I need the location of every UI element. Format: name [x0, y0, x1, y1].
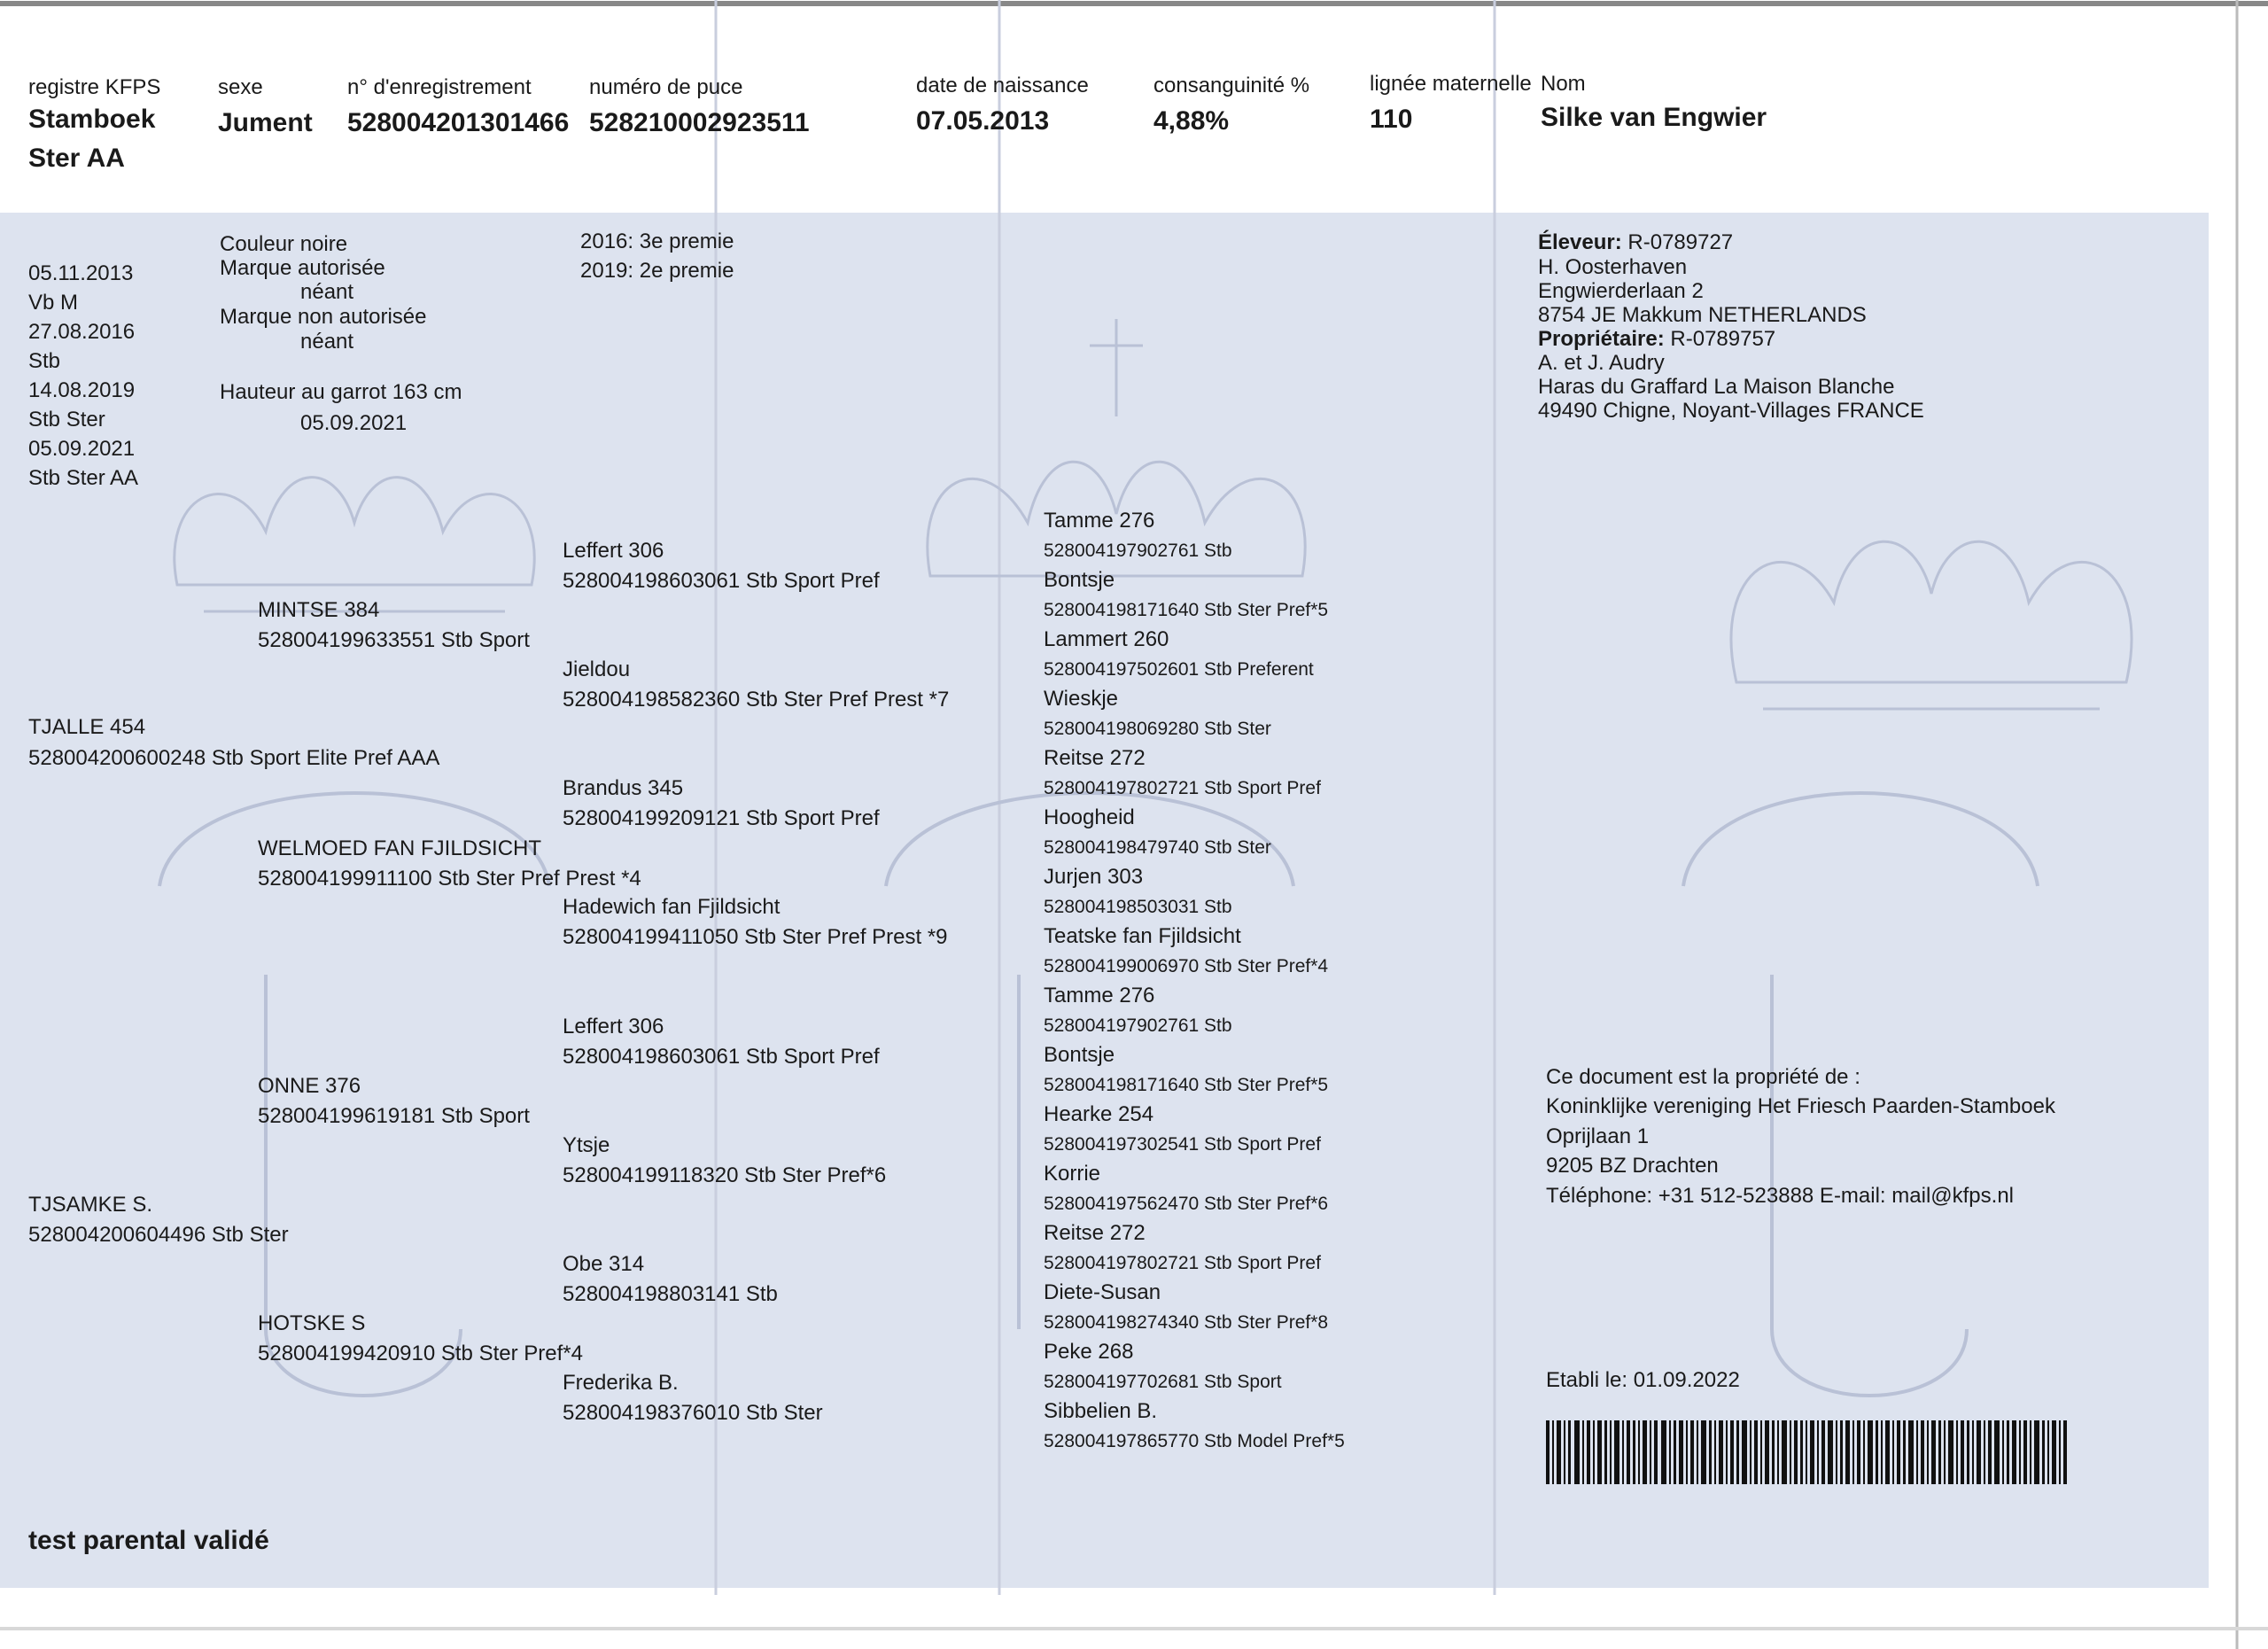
- gen4-name: Tamme 276: [1044, 984, 1155, 1007]
- gen4-reg: 528004198274340 Stb Ster Pref*8: [1044, 1312, 1329, 1333]
- naissance-label: date de naissance: [916, 74, 1089, 97]
- gen4-name: Reitse 272: [1044, 1221, 1146, 1245]
- puce-label: numéro de puce: [589, 75, 743, 99]
- owner-notice-line: Koninklijke vereniging Het Friesch Paarden-Stamboek: [1546, 1094, 2055, 1118]
- gen4-name: Wieskje: [1044, 687, 1119, 711]
- eleveur-name: H. Oosterhaven: [1538, 255, 1688, 279]
- gen4-reg: 528004197865770 Stb Model Pref*5: [1044, 1431, 1345, 1451]
- gen4-reg: 528004197902761 Stb: [1044, 541, 1232, 561]
- gen3-name: Leffert 306: [563, 539, 664, 563]
- history-item: Stb: [28, 349, 61, 373]
- eleveur-line: [1538, 231, 1733, 254]
- dam-reg: 528004200604496 Stb Ster: [28, 1223, 289, 1247]
- gen2-name: ONNE 376: [258, 1074, 361, 1098]
- nom-label: Nom: [1541, 72, 1586, 96]
- gen4-name: Hearke 254: [1044, 1102, 1154, 1126]
- couleur: Couleur noire: [220, 232, 348, 256]
- premie-item: 2019: 2e premie: [580, 259, 734, 283]
- marque-non-autorisee: Marque non autorisée: [220, 305, 427, 329]
- gen4-name: Tamme 276: [1044, 509, 1155, 533]
- gen4-reg: 528004198171640 Stb Ster Pref*5: [1044, 1075, 1329, 1095]
- gen3-reg: 528004198603061 Stb Sport Pref: [563, 569, 880, 593]
- horse-name: Silke van Engwier: [1541, 103, 1767, 132]
- proprietaire-id: R-0789757: [1670, 327, 1776, 351]
- gen3-reg: 528004199411050 Stb Ster Pref Prest *9: [563, 925, 948, 949]
- gen3-reg: 528004198803141 Stb: [563, 1282, 778, 1306]
- history-item: Stb Ster AA: [28, 466, 139, 490]
- gen4-name: Sibbelien B.: [1044, 1399, 1158, 1423]
- owner-notice-line: Téléphone: +31 512-523888 E-mail: mail@kfps.nl: [1546, 1184, 2014, 1208]
- gen4-reg: 528004197802721 Stb Sport Pref: [1044, 778, 1321, 798]
- history-item: 05.11.2013: [28, 261, 134, 285]
- consanguinite-value: 4,88%: [1153, 106, 1230, 136]
- marque-non-autorisee-value: néant: [300, 330, 354, 354]
- dam-name: TJSAMKE S.: [28, 1193, 153, 1217]
- marque-autorisee: Marque autorisée: [220, 256, 385, 280]
- gen3-name: Obe 314: [563, 1252, 645, 1276]
- etabli-date: Etabli le: 01.09.2022: [1546, 1368, 1740, 1392]
- history-item: Stb Ster: [28, 408, 105, 432]
- gen4-reg: 528004197902761 Stb: [1044, 1015, 1232, 1036]
- history-item: Vb M: [28, 291, 79, 315]
- owner-notice-line: Ce document est la propriété de :: [1546, 1065, 1860, 1089]
- parental-test-status: test parental validé: [28, 1526, 269, 1555]
- gen3-name: Jieldou: [563, 657, 631, 681]
- gen3-reg: 528004198603061 Stb Sport Pref: [563, 1045, 880, 1069]
- gen4-name: Bontsje: [1044, 568, 1115, 592]
- gen4-reg: 528004197302541 Stb Sport Pref: [1044, 1134, 1321, 1155]
- gen4-name: Korrie: [1044, 1162, 1101, 1186]
- gen4-name: Diete-Susan: [1044, 1280, 1161, 1304]
- proprietaire-name: A. et J. Audry: [1538, 351, 1665, 375]
- owner-notice-line: 9205 BZ Drachten: [1546, 1154, 1719, 1178]
- gen4-reg: 528004197502601 Stb Preferent: [1044, 659, 1314, 680]
- lignee-value: 110: [1370, 105, 1413, 134]
- gen2-name: WELMOED FAN FJILDSICHT: [258, 836, 542, 860]
- gen2-name: MINTSE 384: [258, 598, 380, 622]
- enregistrement-label: n° d'enregistrement: [347, 75, 532, 99]
- registre-value-2: Ster AA: [28, 144, 125, 173]
- history-item: 27.08.2016: [28, 320, 136, 344]
- gen3-name: Brandus 345: [563, 776, 684, 800]
- sire-reg: 528004200600248 Stb Sport Elite Pref AAA: [28, 746, 440, 770]
- eleveur-id: R-0789727: [1627, 230, 1734, 254]
- gen3-reg: 528004198376010 Stb Ster: [563, 1401, 823, 1425]
- eleveur-label: Éleveur:: [1538, 230, 1622, 254]
- gen4-reg: 528004198069280 Stb Ster: [1044, 719, 1271, 739]
- gen4-reg: 528004197802721 Stb Sport Pref: [1044, 1253, 1321, 1273]
- gen2-reg: 528004199633551 Stb Sport: [258, 628, 530, 652]
- gen3-name: Hadewich fan Fjildsicht: [563, 895, 781, 919]
- gen3-name: Ytsje: [563, 1133, 610, 1157]
- gen2-name: HOTSKE S: [258, 1311, 366, 1335]
- gen3-reg: 528004199209121 Stb Sport Pref: [563, 806, 880, 830]
- registre-value: Stamboek: [28, 105, 156, 134]
- marque-autorisee-value: néant: [300, 280, 354, 304]
- gen4-reg: 528004198479740 Stb Ster: [1044, 837, 1271, 858]
- gen4-name: Lammert 260: [1044, 627, 1169, 651]
- hauteur-date: 05.09.2021: [300, 411, 408, 435]
- history-item: 14.08.2019: [28, 378, 136, 402]
- proprietaire-line: [1538, 328, 1775, 351]
- gen4-name: Hoogheid: [1044, 805, 1135, 829]
- history-item: 05.09.2021: [28, 437, 136, 461]
- gen4-name: Bontsje: [1044, 1043, 1115, 1067]
- enregistrement-value: 528004201301466: [347, 108, 570, 137]
- sexe-value: Jument: [218, 108, 313, 137]
- gen4-reg: 528004198171640 Stb Ster Pref*5: [1044, 600, 1329, 620]
- gen4-reg: 528004197562470 Stb Ster Pref*6: [1044, 1194, 1329, 1214]
- gen4-name: Jurjen 303: [1044, 865, 1144, 889]
- gen4-name: Reitse 272: [1044, 746, 1146, 770]
- premie-item: 2016: 3e premie: [580, 229, 734, 253]
- gen4-reg: 528004197702681 Stb Sport: [1044, 1372, 1282, 1392]
- sire-name: TJALLE 454: [28, 715, 146, 739]
- proprietaire-street: Haras du Graffard La Maison Blanche: [1538, 375, 1895, 399]
- eleveur-city: 8754 JE Makkum NETHERLANDS: [1538, 303, 1867, 327]
- gen4-reg: 528004198503031 Stb: [1044, 897, 1232, 917]
- gen3-reg: 528004198582360 Stb Ster Pref Prest *7: [563, 688, 950, 712]
- barcode: [1546, 1420, 2069, 1484]
- gen4-reg: 528004199006970 Stb Ster Pref*4: [1044, 956, 1329, 976]
- naissance-value: 07.05.2013: [916, 106, 1050, 136]
- gen3-name: Frederika B.: [563, 1371, 679, 1395]
- consanguinite-label: consanguinité %: [1153, 74, 1310, 97]
- gen2-reg: 528004199619181 Stb Sport: [258, 1104, 530, 1128]
- hauteur: Hauteur au garrot 163 cm: [220, 380, 462, 404]
- proprietaire-label: Propriétaire:: [1538, 327, 1665, 351]
- gen3-name: Leffert 306: [563, 1015, 664, 1038]
- proprietaire-city: 49490 Chigne, Noyant-Villages FRANCE: [1538, 399, 1924, 423]
- owner-notice-line: Oprijlaan 1: [1546, 1124, 1650, 1148]
- gen2-reg: 528004199420910 Stb Ster Pref*4: [258, 1342, 583, 1365]
- lignee-label: lignée maternelle: [1370, 72, 1532, 96]
- puce-value: 528210002923511: [589, 108, 810, 137]
- eleveur-street: Engwierderlaan 2: [1538, 279, 1704, 303]
- registre-label: registre KFPS: [28, 75, 161, 99]
- gen2-reg: 528004199911100 Stb Ster Pref Prest *4: [258, 867, 641, 891]
- gen4-name: Peke 268: [1044, 1340, 1134, 1364]
- gen3-reg: 528004199118320 Stb Ster Pref*6: [563, 1163, 887, 1187]
- sexe-label: sexe: [218, 75, 263, 99]
- gen4-name: Teatske fan Fjildsicht: [1044, 924, 1241, 948]
